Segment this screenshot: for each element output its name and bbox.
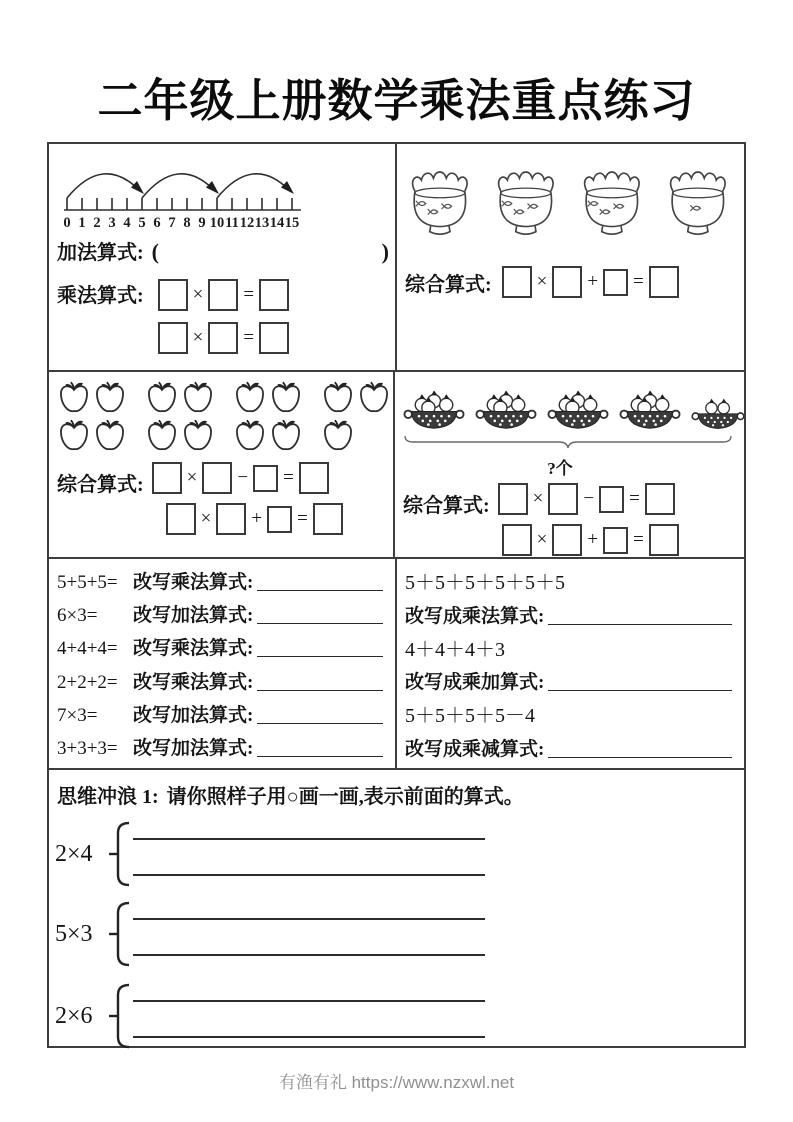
minus-operator: − bbox=[237, 467, 249, 488]
equation-row bbox=[502, 266, 679, 298]
rewrite-label: 改写成乘法算式: bbox=[405, 605, 545, 627]
answer-line[interactable] bbox=[257, 738, 383, 757]
svg-text:7: 7 bbox=[168, 215, 176, 231]
rewrite-item bbox=[57, 700, 387, 727]
multiplication-block bbox=[57, 279, 395, 354]
basket-icon bbox=[475, 388, 537, 433]
apple-icon bbox=[181, 380, 215, 416]
answer-line[interactable] bbox=[133, 874, 485, 876]
answer-line[interactable] bbox=[257, 638, 383, 657]
basket-icon bbox=[619, 388, 681, 433]
rewrite-label: 改写成乘减算式: bbox=[405, 738, 545, 760]
table-row bbox=[49, 559, 744, 770]
answer-box[interactable] bbox=[216, 503, 246, 535]
answer-box[interactable] bbox=[599, 486, 624, 513]
answer-box[interactable] bbox=[548, 483, 578, 515]
times-operator: × bbox=[532, 488, 544, 509]
svg-text:15: 15 bbox=[284, 215, 300, 231]
worksheet-table bbox=[47, 142, 746, 1048]
close-paren: ) bbox=[381, 239, 389, 264]
rewrite-item bbox=[57, 633, 387, 660]
answer-box[interactable] bbox=[552, 524, 582, 556]
times-operator: × bbox=[192, 284, 204, 305]
svg-text:1: 1 bbox=[78, 215, 86, 231]
rewrite-item bbox=[405, 601, 736, 628]
arrowhead-icon bbox=[131, 181, 144, 194]
numberline-cell bbox=[49, 144, 397, 370]
page-title: 二年级上册数学乘法重点练习 bbox=[97, 76, 696, 126]
svg-text:10: 10 bbox=[209, 215, 225, 231]
section-heading bbox=[57, 780, 744, 809]
table-row bbox=[49, 372, 744, 559]
equation-row bbox=[498, 483, 679, 515]
svg-text:13: 13 bbox=[254, 215, 270, 231]
number-line bbox=[51, 152, 391, 232]
source-expression: 5+5+5= bbox=[57, 572, 118, 594]
equation-row bbox=[502, 524, 679, 556]
answer-line[interactable] bbox=[133, 1036, 485, 1038]
fishbowl-icon bbox=[489, 168, 559, 240]
times-operator: × bbox=[536, 271, 548, 292]
rewrite-item bbox=[57, 567, 387, 594]
equals-operator: = bbox=[243, 327, 255, 348]
source-expression: 4＋4＋4＋3 bbox=[405, 638, 505, 661]
plus-operator: + bbox=[587, 271, 599, 292]
svg-text:4: 4 bbox=[123, 215, 131, 231]
rewrite-label: 改写乘法算式: bbox=[133, 671, 254, 693]
basket-icon bbox=[547, 388, 609, 433]
addition-label: 加法算式: bbox=[57, 242, 144, 264]
minus-operator: − bbox=[583, 488, 595, 509]
answer-box[interactable] bbox=[603, 269, 628, 296]
brace-bracket-icon bbox=[109, 821, 131, 887]
rewrite-item bbox=[57, 600, 387, 627]
equals-operator: = bbox=[633, 271, 644, 292]
svg-text:0: 0 bbox=[63, 215, 71, 231]
rewrite-label: 改写加法算式: bbox=[133, 605, 254, 627]
answer-box[interactable] bbox=[649, 266, 679, 298]
svg-text:12: 12 bbox=[239, 215, 255, 231]
apple-icon bbox=[93, 418, 127, 454]
apple-group bbox=[321, 380, 393, 454]
times-operator: × bbox=[200, 508, 212, 529]
equals-operator: = bbox=[629, 488, 640, 509]
expression-label: 2×6 bbox=[55, 1002, 93, 1029]
equation-row bbox=[152, 462, 343, 494]
answer-box[interactable] bbox=[259, 279, 289, 311]
answer-box[interactable] bbox=[166, 503, 196, 535]
draw-item bbox=[55, 821, 744, 887]
equation-row bbox=[158, 322, 289, 354]
thinking-cell bbox=[49, 770, 744, 1046]
table-row bbox=[49, 770, 744, 1046]
answer-box[interactable] bbox=[498, 483, 528, 515]
rewrite-item bbox=[405, 734, 736, 761]
apple-group bbox=[57, 380, 129, 454]
equals-operator: = bbox=[243, 284, 255, 305]
svg-text:9: 9 bbox=[198, 215, 206, 231]
rewrite-label: 改写成乘加算式: bbox=[405, 672, 545, 694]
multiplication-label: 乘法算式: bbox=[57, 285, 144, 307]
draw-lines bbox=[131, 822, 489, 886]
apple-icon bbox=[233, 418, 267, 454]
fishbowl-cell bbox=[397, 144, 744, 370]
answer-box[interactable] bbox=[552, 266, 582, 298]
apple-icon bbox=[181, 418, 215, 454]
section-heading-text: 请你照样子用○画一画,表示前面的算式。 bbox=[166, 786, 524, 808]
table-row bbox=[49, 144, 744, 372]
apple-groups-row bbox=[57, 380, 393, 454]
times-operator: × bbox=[192, 327, 204, 348]
basket-icon bbox=[403, 388, 465, 433]
source-expression: 5＋5＋5＋5－4 bbox=[405, 705, 535, 728]
svg-text:11: 11 bbox=[225, 215, 239, 231]
answer-line[interactable] bbox=[133, 838, 485, 840]
answer-line[interactable] bbox=[257, 572, 383, 591]
answer-line[interactable] bbox=[257, 672, 383, 691]
answer-box[interactable] bbox=[253, 465, 278, 492]
svg-text:6: 6 bbox=[153, 215, 161, 231]
answer-box[interactable] bbox=[152, 462, 182, 494]
basket-cell bbox=[395, 372, 749, 557]
equals-operator: = bbox=[283, 467, 294, 488]
answer-box[interactable] bbox=[649, 524, 679, 556]
svg-text:2: 2 bbox=[93, 215, 101, 231]
fishbowl-icon bbox=[661, 168, 731, 240]
answer-box[interactable] bbox=[202, 462, 232, 494]
draw-lines bbox=[131, 902, 489, 966]
rewrite-item bbox=[405, 667, 736, 694]
answer-box[interactable] bbox=[645, 483, 675, 515]
answer-box[interactable] bbox=[502, 266, 532, 298]
rewrite-label: 改写乘法算式: bbox=[133, 638, 254, 660]
addition-equation-line bbox=[57, 236, 389, 265]
rewrite-item bbox=[57, 733, 387, 760]
arrowhead-icon bbox=[281, 181, 294, 194]
source-expression: 6×3= bbox=[57, 605, 98, 627]
answer-box[interactable] bbox=[158, 322, 188, 354]
apple-icon bbox=[145, 418, 179, 454]
source-expression: 5＋5＋5＋5＋5＋5 bbox=[405, 572, 565, 595]
rewrite-label: 改写乘法算式: bbox=[133, 572, 254, 594]
source-expression: 3+3+3= bbox=[57, 737, 118, 759]
expression-label: 5×3 bbox=[55, 920, 93, 947]
composite-equation-block bbox=[403, 483, 749, 556]
apple-icon bbox=[321, 418, 355, 454]
times-operator: × bbox=[536, 529, 548, 550]
times-operator: × bbox=[186, 467, 198, 488]
apple-icon bbox=[233, 380, 267, 416]
basket-icon bbox=[691, 393, 745, 433]
footer-credit: 有渔有礼 https://www.nzxwl.net bbox=[278, 1073, 515, 1092]
apple-icon bbox=[269, 418, 303, 454]
svg-text:3: 3 bbox=[108, 215, 116, 231]
svg-text:14: 14 bbox=[269, 215, 285, 231]
answer-box[interactable] bbox=[208, 322, 238, 354]
draw-item bbox=[55, 983, 744, 1049]
composite-label: 综合算式: bbox=[57, 474, 144, 496]
source-expression: 2+2+2= bbox=[57, 671, 118, 693]
equation-row bbox=[158, 279, 289, 311]
arrowhead-icon bbox=[206, 181, 219, 194]
fishbowl-row bbox=[403, 168, 740, 240]
answer-box[interactable] bbox=[313, 503, 343, 535]
answer-box[interactable] bbox=[299, 462, 329, 494]
composite-label: 综合算式: bbox=[405, 273, 492, 296]
equals-operator: = bbox=[633, 529, 644, 550]
equals-operator: = bbox=[297, 508, 308, 529]
section-heading-label: 思维冲浪 1: bbox=[57, 786, 159, 808]
rewrite-item bbox=[57, 667, 387, 694]
answer-box[interactable] bbox=[502, 524, 532, 556]
answer-box[interactable] bbox=[603, 527, 628, 554]
basket-row bbox=[403, 388, 745, 433]
answer-line[interactable] bbox=[133, 954, 485, 956]
apple-icon bbox=[93, 380, 127, 416]
source-expression: 7×3= bbox=[57, 704, 98, 726]
draw-item bbox=[55, 901, 744, 967]
open-paren: ( bbox=[151, 239, 159, 264]
expression-label: 2×4 bbox=[55, 840, 93, 867]
apple-icon bbox=[357, 380, 391, 416]
equation-row bbox=[166, 503, 343, 535]
source-expression: 4+4+4= bbox=[57, 638, 118, 660]
apple-icon bbox=[269, 380, 303, 416]
apple-cell bbox=[49, 372, 395, 557]
apple-icon bbox=[57, 380, 91, 416]
equation-column bbox=[158, 279, 289, 354]
question-count-label: ?个 bbox=[547, 459, 573, 478]
answer-line[interactable] bbox=[133, 1000, 485, 1002]
plus-operator: + bbox=[251, 508, 263, 529]
draw-lines bbox=[131, 984, 489, 1048]
plus-operator: + bbox=[587, 529, 599, 550]
composite-equation-line bbox=[405, 266, 744, 298]
apple-group bbox=[145, 380, 217, 454]
answer-box[interactable] bbox=[158, 279, 188, 311]
underbrace bbox=[403, 435, 749, 454]
answer-line[interactable] bbox=[257, 705, 383, 724]
answer-line[interactable] bbox=[548, 739, 732, 758]
rewrite-label: 改写加法算式: bbox=[133, 737, 254, 759]
composite-equation-block bbox=[57, 462, 393, 535]
apple-icon bbox=[321, 380, 355, 416]
answer-box[interactable] bbox=[267, 506, 292, 533]
svg-text:5: 5 bbox=[138, 215, 146, 231]
brace-bracket-icon bbox=[109, 901, 131, 967]
fishbowl-icon bbox=[575, 168, 645, 240]
apple-icon bbox=[145, 380, 179, 416]
svg-text:8: 8 bbox=[183, 215, 191, 231]
rewrite-right-cell bbox=[397, 559, 744, 768]
rewrite-left-cell bbox=[49, 559, 397, 768]
answer-line[interactable] bbox=[257, 605, 383, 624]
answer-line[interactable] bbox=[133, 918, 485, 920]
answer-line[interactable] bbox=[548, 606, 732, 625]
answer-box[interactable] bbox=[259, 322, 289, 354]
composite-label: 综合算式: bbox=[403, 495, 490, 517]
answer-box[interactable] bbox=[208, 279, 238, 311]
apple-group bbox=[233, 380, 305, 454]
answer-line[interactable] bbox=[548, 672, 732, 691]
fishbowl-icon bbox=[403, 168, 473, 240]
rewrite-label: 改写加法算式: bbox=[133, 704, 254, 726]
brace-bracket-icon bbox=[109, 983, 131, 1049]
apple-icon bbox=[57, 418, 91, 454]
